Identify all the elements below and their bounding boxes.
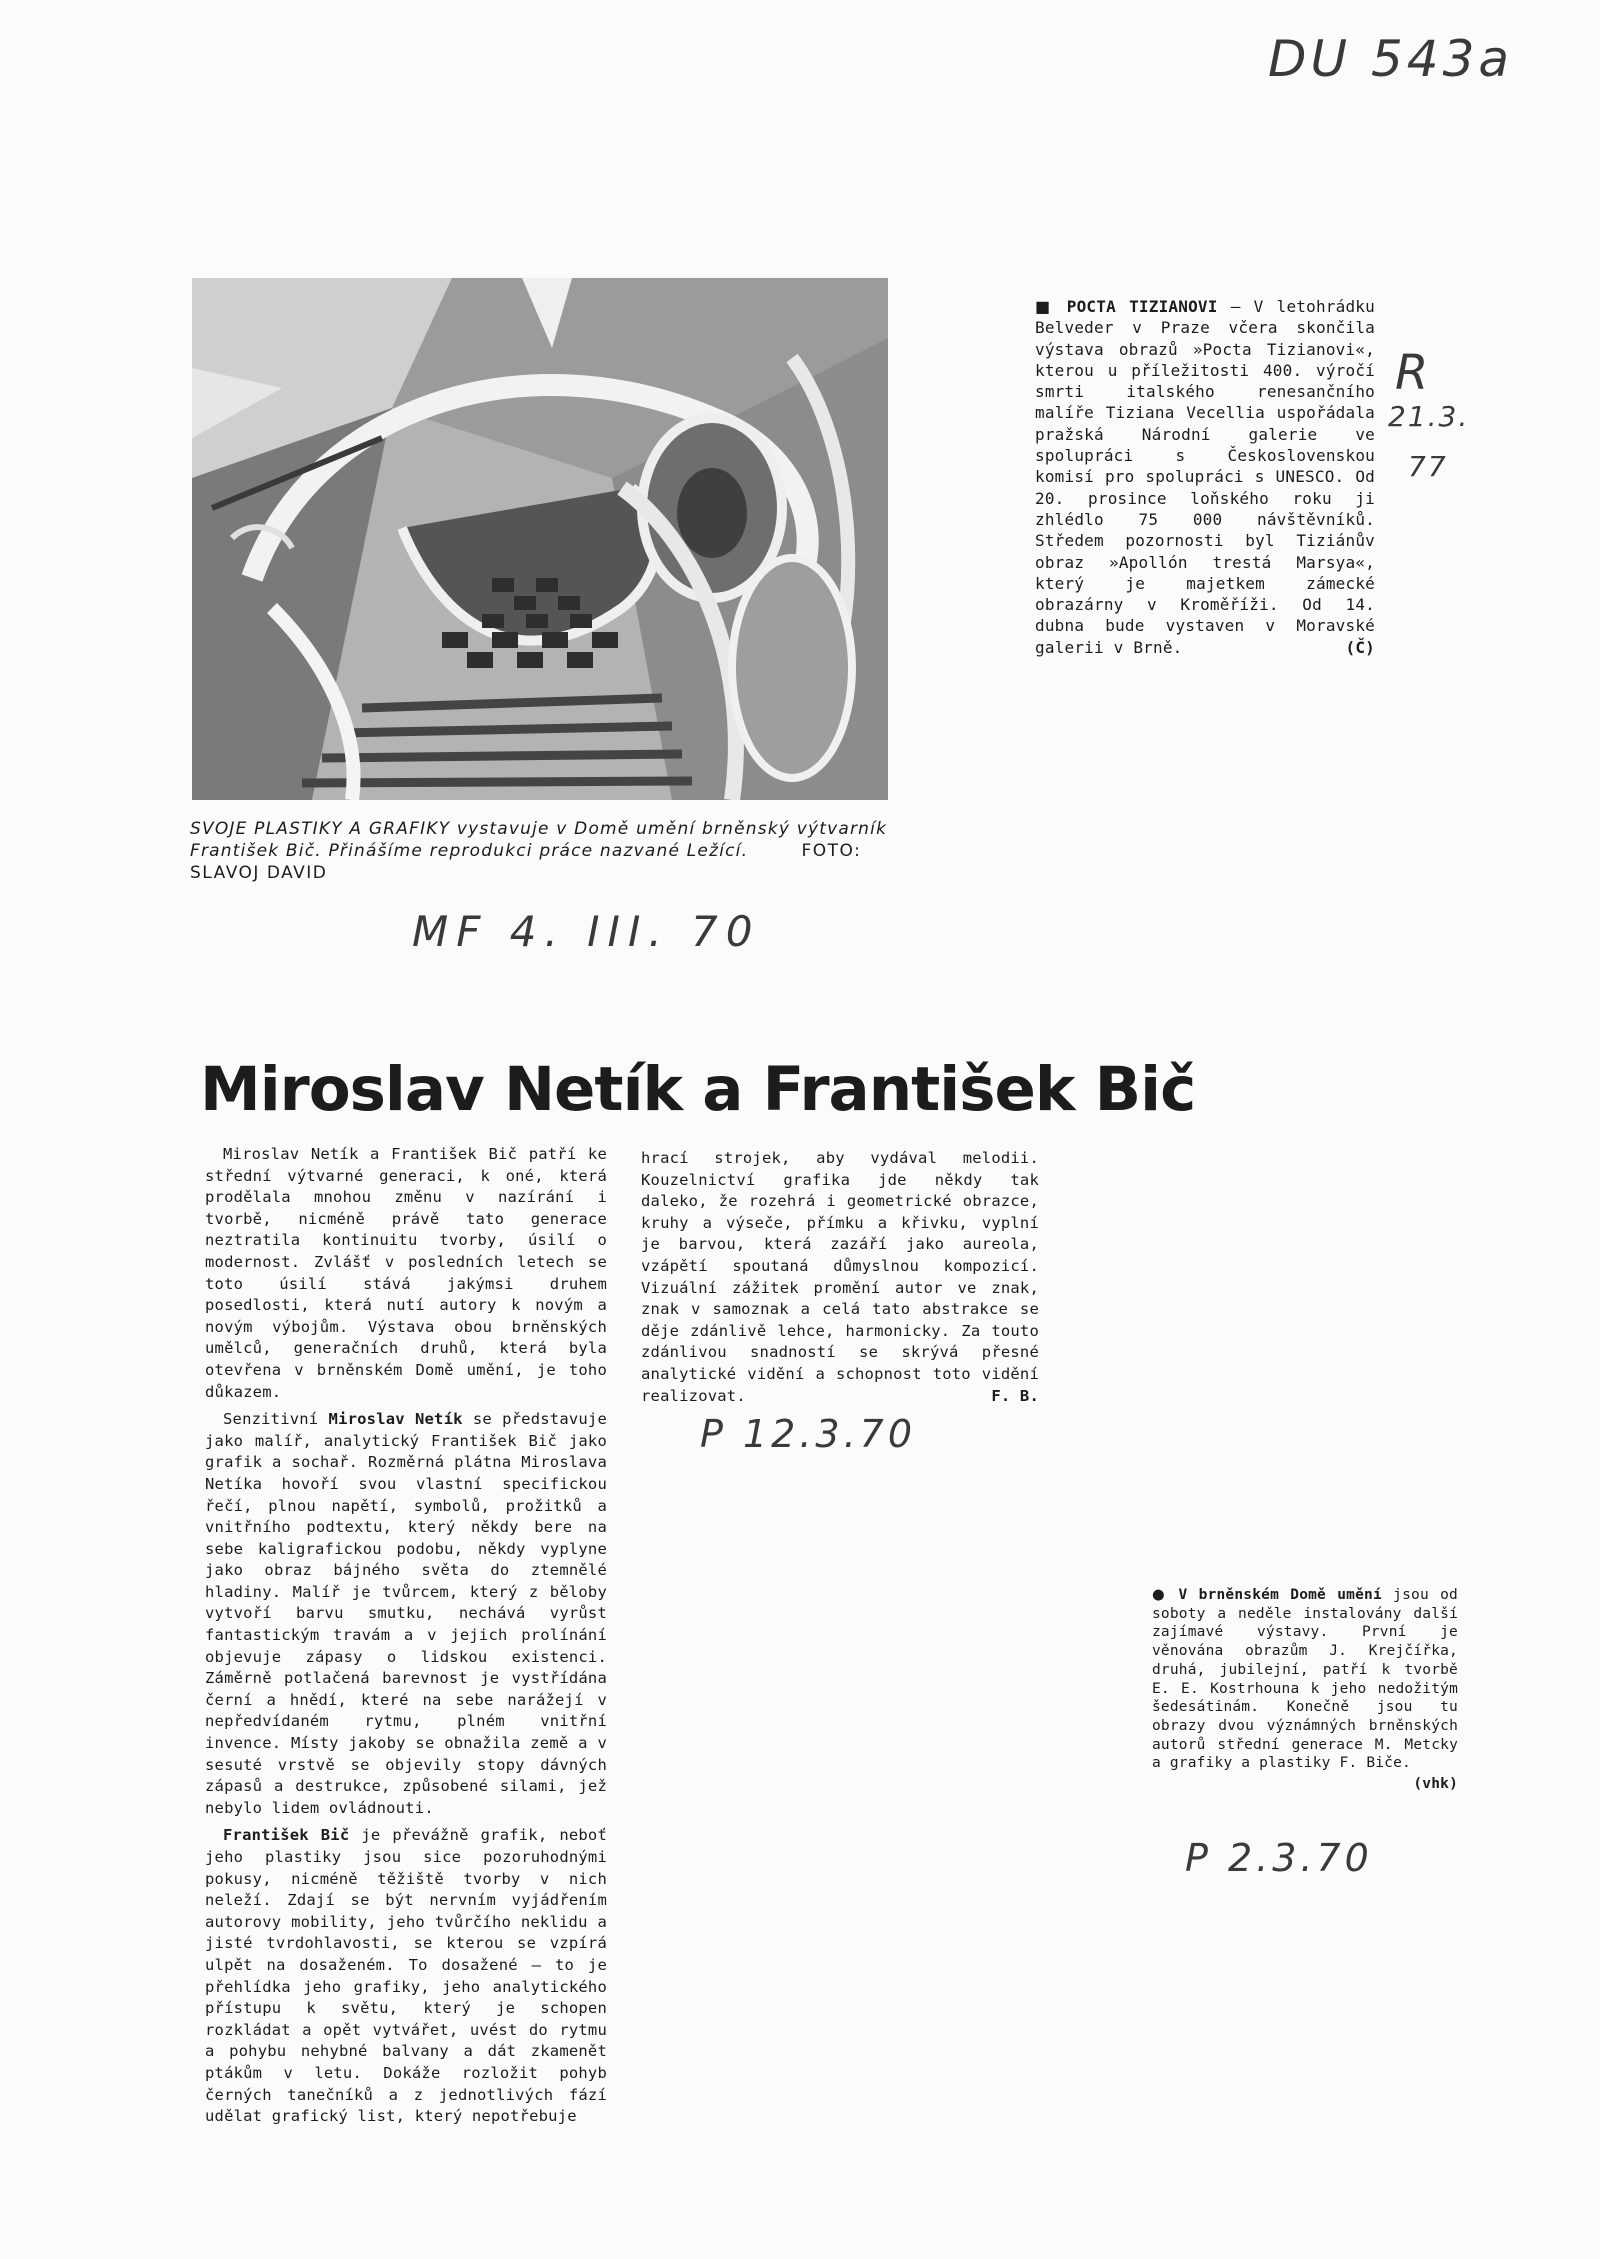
margin-r-mark: R — [1395, 345, 1429, 401]
article-paragraph-2 — [205, 1409, 607, 1819]
source-date-mf: MF 4. III. 70 — [412, 907, 761, 956]
source-date-p1: P 2.3.70 — [1185, 1836, 1373, 1880]
brief-body: jsou od soboty a neděle instalovány další zajímavé výstavy. První je věnována obrazům J. Krejčířka, druhá, jubilejní, patří k tvorbě E. E. Kostrhouna k jeho nedožitým šedesátinám. Konečně jsou tu obrazy dvou význámných brněnských autorů střední generace M. Metcky a grafiky a plastiky F. Biče. — [1152, 1587, 1458, 1772]
article-name-netik: Miroslav Netík — [328, 1410, 463, 1429]
square-bullet-icon: ■ — [1035, 297, 1054, 316]
article-paragraph-1: Miroslav Netík a František Bič patří ke střední výtvarné generaci, k oné, která prodělala mnohou změnu v nazírání i tvorbě, nicméně právě tato generace neztratila kontinuitu tvorby, úsilí o modernost. Zvlášť v posledních letech se toto úsilí stává jakýmsi druhem posedlosti, která nutí autory k novým a novým výbojům. Výstava obou brněnských umělců, generačních druhů, která byla otevřena v brněnském Domě umění, je toho důkazem. — [205, 1145, 607, 1401]
pocta-signature: (Č) — [1345, 638, 1375, 658]
margin-date-1: 21.3. — [1388, 400, 1470, 433]
article-paragraph-2-lead: Senzitivní — [223, 1410, 319, 1429]
article-paragraph-2-text: se představuje jako malíř, analytický František Bič jako grafik a sochař. Rozměrná plátna Miroslava Netíka hovoří svou vlastní specifickou řečí, plnou napětí, symbolů, prožitků a vnitřního podtextu, který někdy bere na sebe kaligrafickou podobu, někdy vyplyne jako obraz bájného světa do ztemnělé hladiny. Malíř je tvůrcem, který z běloby vytvoří barvu smutku, nechává vyrůst fantastickým travám a v jejich prolínání objevuje zápasy o lidskou existenci. Záměrně potlačená barevnost je vystřídána černí a hnědí, které na sebe narážejí v nepředvídaném rytmu, plném vnitřní invence. Místy jakoby se obnažila země a v sesuté vrstvě se objevily stopy dávných zápasů a destrukce, způsobené silami, jež nebylo lidem ovládnouti. — [205, 1410, 607, 1817]
dum-umeni-brief — [1152, 1586, 1458, 1794]
article-paragraph-4: hrací strojek, aby vydával melodii. Kouzelnictví grafika jde někdy tak daleko, že rozehrá i geometrické obrazce, kruhy a výseče, přímku a křivku, vyplní je barvou, která zazáří jako aureola, vzápětí spoutaná důmyslnou kompozicí. Vizuální zážitek promění autor ve znak, znak v samoznak a celá tato abstrakce se děje zdánlivě lehce, harmonicky. Za touto zdánlivou snadností se skrývá přesné analytické vidění a schopnost toto vidění realizovat. — [641, 1149, 1039, 1405]
article-headline: Miroslav Netík a František Bič — [200, 1054, 1196, 1125]
article-name-bic: František Bič — [223, 1826, 350, 1845]
photo-credit: FOTO: SLAVOJ DAVID — [190, 841, 862, 883]
source-date-p2: P 12.3.70 — [700, 1412, 917, 1456]
article-paragraph-3-text: je převážně grafik, neboť jeho plastiky jsou sice pozoruhodnými pokusy, nicméně těžiště tvorby v nich neleží. Zdají se být nervním vyjádřením autorovy mobility, jeho tvůrčího neklidu a jisté tvrdohlavosti, se kterou se vzpírá ulpět na dosaženém. To dosažené — to je přehlídka jeho grafiky, jeho analytického přístupu k světu, který je schopen rozkládat a opět vytvářet, uvést do rytmu a pohybu nehybné balvany a dát zkamenět ptákům v letu. Dokáže rozložit pohyb černých tanečníků a z jednotlivých fází udělat grafický list, který nepotřebuje — [205, 1826, 607, 2126]
artwork-reproduction-image — [192, 278, 888, 800]
article-column-2 — [641, 1148, 1039, 1408]
article-column-1 — [205, 1144, 607, 2128]
brief-lead: V brněnském Domě umění — [1178, 1587, 1382, 1603]
brief-signature: (vhk) — [1413, 1776, 1458, 1793]
article-paragraph-3 — [205, 1825, 607, 2127]
pocta-tizianovi-notice — [1035, 296, 1375, 658]
artwork-photo — [192, 278, 888, 800]
photo-caption-text: SVOJE PLASTIKY A GRAFIKY vystavuje v Domě umění brněnský výtvarník František Bič. Přinášíme reprodukci práce nazvané Ležící. — [190, 819, 888, 861]
pocta-body: V letohrádku Belveder v Praze včera skončila výstava obrazů »Pocta Tizianovi«, kterou u příležitosti 400. výročí smrti italského renesančního malíře Tiziana Vecellia uspořádala pražská Národní galerie ve spolupráci s Československou komisí pro spolupráci s UNESCO. Od 20. prosince loňského roku ji zhlédlo 75 000 návštěvníků. Středem pozornosti byl Tiziánův obraz »Apollón trestá Marsya«, který je majetkem zámecké obrazárny v Kroměříži. Od 14. dubna bude vystaven v Moravské galerii v Brně. — [1035, 297, 1375, 657]
pocta-dash: — — [1217, 297, 1254, 316]
article-signature: F. B. — [991, 1387, 1039, 1406]
archive-number: DU 543a — [1268, 30, 1514, 88]
photo-caption — [190, 818, 890, 884]
margin-date-2: 77 — [1408, 450, 1448, 483]
round-bullet-icon: ● — [1152, 1587, 1168, 1603]
pocta-heading: POCTA TIZIANOVI — [1066, 297, 1218, 316]
